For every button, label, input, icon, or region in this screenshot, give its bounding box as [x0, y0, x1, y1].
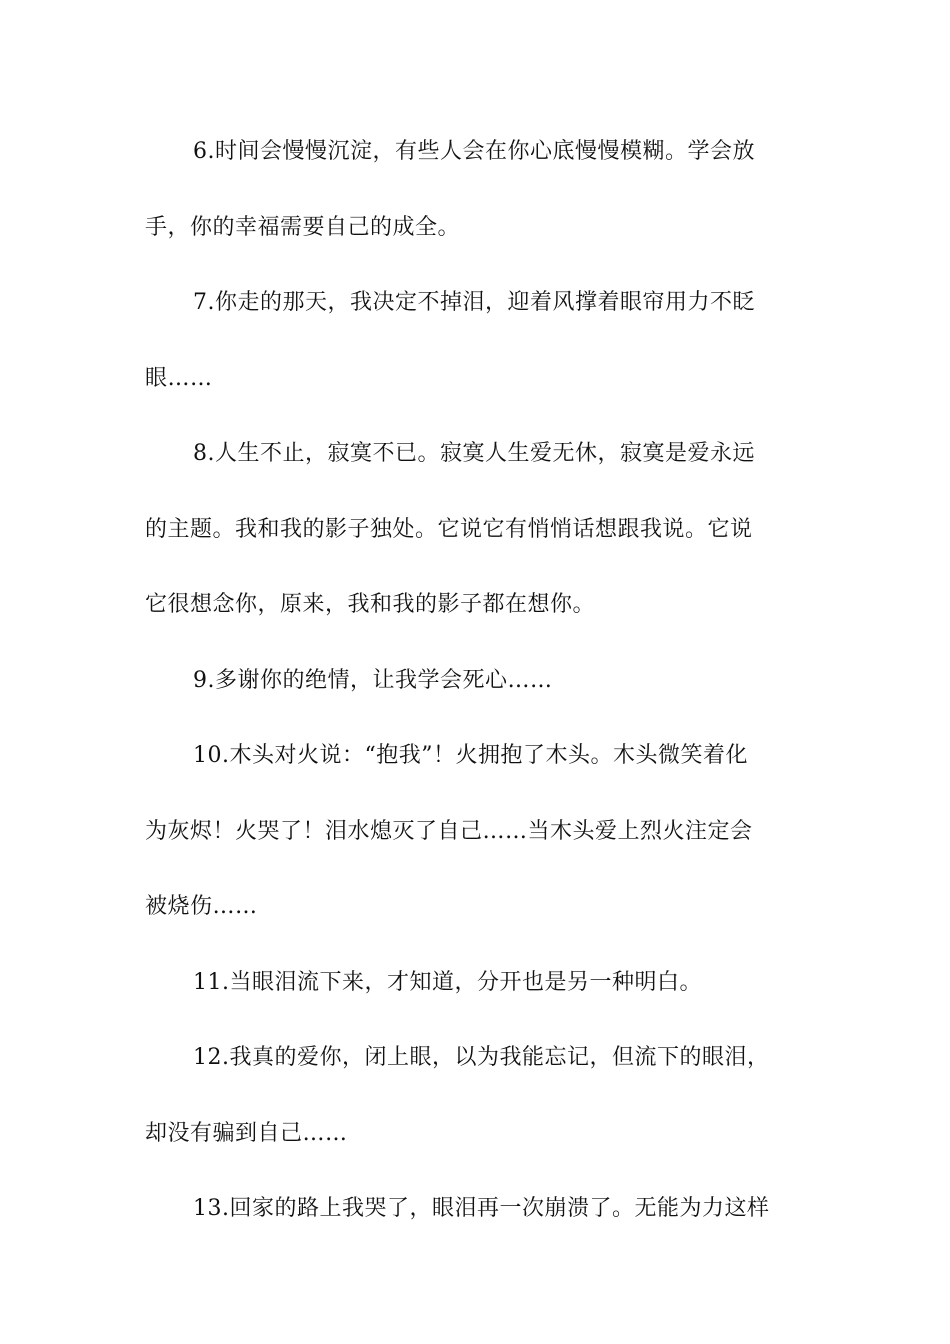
paragraph-line: 12.我真的爱你，闭上眼，以为我能忘记，但流下的眼泪，: [193, 1045, 770, 1070]
paragraph-13: [145, 1171, 809, 1247]
paragraph-line: 13.回家的路上我哭了，眼泪再一次崩溃了。无能为力这样: [193, 1196, 770, 1221]
paragraph-10: [145, 718, 809, 945]
document-body: [145, 114, 809, 1247]
paragraph-8: [145, 416, 809, 643]
paragraph-line: 被烧伤……: [145, 894, 258, 919]
paragraph-line: 眼……: [145, 365, 213, 391]
paragraph-6: [145, 114, 809, 265]
paragraph-line: 它很想念你，原来，我和我的影子都在想你。: [145, 592, 596, 617]
paragraph-line: 7.你走的那天，我决定不掉泪，迎着风撑着眼帘用力不眨: [193, 290, 755, 315]
paragraph-9: [145, 643, 809, 719]
paragraph-12: [145, 1020, 809, 1171]
paragraph-line: 6.时间会慢慢沉淀，有些人会在你心底慢慢模糊。学会放: [193, 139, 755, 164]
paragraph-line: 的主题。我和我的影子独处。它说它有悄悄话想跟我说。它说: [145, 516, 753, 542]
paragraph-line: 为灰烬！火哭了！泪水熄灭了自己……当木头爱上烈火注定会: [145, 818, 753, 844]
paragraph-line: 却没有骗到自己……: [145, 1120, 348, 1146]
paragraph-line: 8.人生不止，寂寞不已。寂寞人生爱无休，寂寞是爱永远: [193, 441, 755, 466]
paragraph-11: [145, 945, 809, 1021]
paragraph-line: 11.当眼泪流下来，才知道，分开也是另一种明白。: [193, 969, 702, 995]
paragraph-line: 10.木头对火说：“抱我”！火拥抱了木头。木头微笑着化: [193, 743, 748, 768]
paragraph-7: [145, 265, 809, 416]
paragraph-line: 9.多谢你的绝情，让我学会死心……: [193, 667, 553, 693]
paragraph-line: 手，你的幸福需要自己的成全。: [145, 214, 461, 240]
